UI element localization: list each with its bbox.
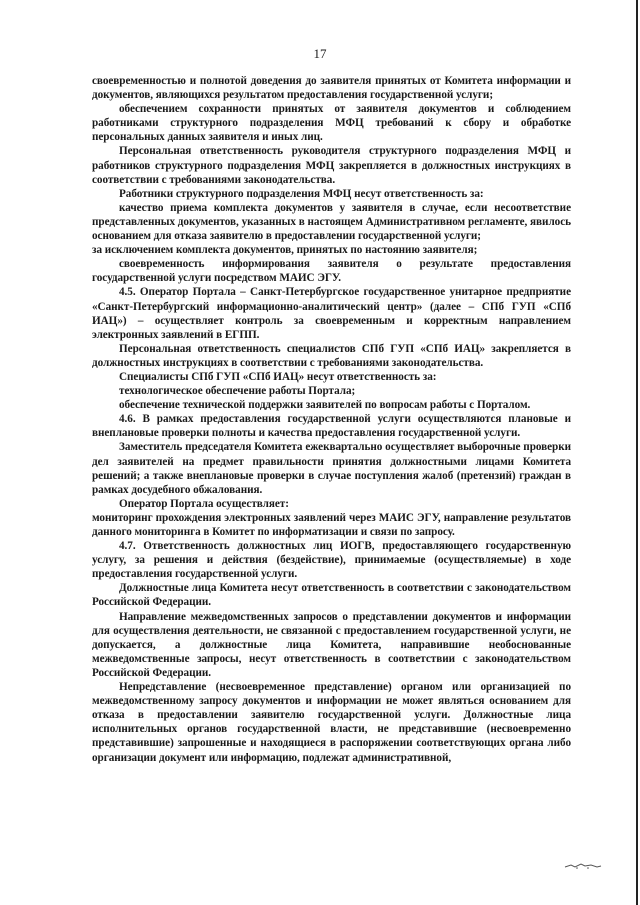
paragraph: технологическое обеспечение работы Портала; (119, 385, 356, 398)
paragraph: Оператор Портала осуществляет: (119, 497, 289, 510)
paragraph: Персональная ответственность руководителя структурного подразделения МФЦ и работников структурного подразделения МФЦ закрепляется в должностных инструкциях в соответствии с требованиями законодательства. (92, 145, 571, 186)
page-number: 17 (313, 46, 327, 61)
paragraph: Работники структурного подразделения МФЦ несут ответственность за: (119, 187, 484, 200)
paragraph: качество приема комплекта документов у заявителя в случае, если несоответствие представленных документов, указанных в настоящем Административном регламенте, явилось основанием для отказа заявителю в предоставлении государственной услуги; (92, 201, 571, 243)
paragraph: Направление межведомственных запросов о представлении документов и информации для осуществления деятельности, не связанной с предоставлением государственной услуги, не допускается, а должностные лица Комитета, направившие необоснованные межведомственные запросы, несут ответственность в соответствии с законодательством Российской Федерации. (92, 610, 571, 679)
paragraph: Специалисты СПб ГУП «СПб ИАЦ» несут ответственность за: (119, 370, 437, 383)
scan-page-edge (636, 0, 638, 905)
paragraph: 4.6. В рамках предоставления государственной услуги осуществляются плановые и внеплановые проверки полноты и качества предоставления государственной услуги. (92, 413, 571, 440)
paragraph: за исключением комплекта документов, принятых по настоянию заявителя; (92, 244, 478, 257)
paragraph: своевременность информирования заявителя о результате предоставления государственной услуги посредством МАИС ЭГУ. (92, 258, 571, 285)
paragraph: Заместитель председателя Комитета ежеквартально осуществляет выборочные проверки дел заявителей на предмет правильности принятия должностными лицами Комитета решений; а также внеплановые проверки в случае поступления жалоб (претензий) граждан в рамках досудебного обжалования. (92, 441, 571, 496)
paragraph: обеспечением сохранности принятых от заявителя документов и соблюдением работниками структурного подразделения МФЦ требований к сбору и обработке персональных данных заявителя и иных лиц. (92, 103, 571, 144)
paragraph: Непредставление (несвоевременное представление) органом или организацией по межведомственному запросу документов и информации не может являться основанием для отказа в предоставлении заявителю государственной услуги. Должностные лица исполнительных органов государственной власти, не представившие (несвоевременно представившие) запрошенные и находящиеся в распоряжении соответствующих органа либо организации документ или информацию, подлежат административной, (92, 681, 571, 764)
paragraph: Должностные лица Комитета несут ответственность в соответствии с законодательством Российской Федерации. (92, 582, 571, 609)
paragraph: 4.7. Ответственность должностных лиц ИОГВ, предоставляющего государственную услугу, за решения и действия (бездействие), принимаемые (осуществляемые) в ходе предоставления государственной услуги. (92, 540, 571, 581)
paragraph: своевременностью и полнотой доведения до заявителя принятых от Комитета информации и документов, являющихся результатом предоставления государственной услуги; (92, 75, 571, 102)
paragraph: мониторинг прохождения электронных заявлений через МАИС ЭГУ, направление результатов данного мониторинга в Комитет по информатизации и связи по запросу. (92, 511, 571, 538)
paragraph: обеспечение технической поддержки заявителей по вопросам работы с Порталом. (119, 399, 531, 412)
paragraph: Персональная ответственность специалистов СПб ГУП «СПб ИАЦ» закрепляется в должностных инструкциях в соответствии с требованиями законодательства. (92, 342, 571, 369)
scan-artifact-mark (563, 860, 603, 870)
document-body (92, 74, 571, 765)
paragraph: 4.5. Оператор Портала – Санкт-Петербургское государственное унитарное предприятие «Санкт-Петербургский информационно-аналитический центр» (далее – СПб ГУП «СПб ИАЦ») – осуществляет контроль за своевременным и корректным направлением электронных заявлений в ЕГПП. (92, 286, 571, 341)
